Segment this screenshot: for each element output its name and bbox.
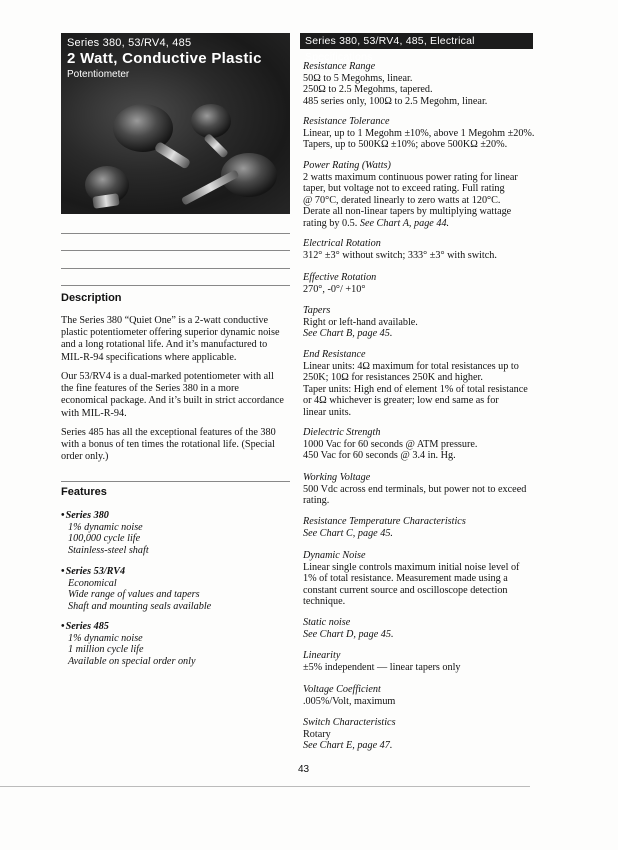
page-title: 2 Watt, Conductive Plastic xyxy=(67,50,262,68)
spec-linearity xyxy=(303,650,543,673)
spec-line: rating by 0.5. See Chart A, page 44. xyxy=(303,217,450,229)
feature-group-series-380 xyxy=(61,510,149,556)
feature-line: Wide range of values and tapers xyxy=(68,589,200,601)
feature-line: Available on special order only xyxy=(68,655,196,667)
spec-title: Resistance Temperature Characteristics xyxy=(303,516,466,527)
divider xyxy=(61,481,290,482)
feature-line: Economical xyxy=(68,577,117,589)
spec-tapers xyxy=(303,305,543,340)
spec-dielectric-strength xyxy=(303,427,543,462)
spec-title: Tapers xyxy=(303,305,331,316)
spec-line: rating. xyxy=(303,495,330,507)
spec-line: Linear units: 4Ω maximum for total resistances up to xyxy=(303,360,519,372)
spec-end-resistance xyxy=(303,349,543,419)
spec-line: linear units. xyxy=(303,406,352,418)
page-subtitle: Potentiometer xyxy=(67,68,130,80)
chart-reference: See Chart D, page 45. xyxy=(303,628,394,640)
feature-line: 1% dynamic noise xyxy=(68,632,143,644)
feature-line: Shaft and mounting seals available xyxy=(68,600,212,612)
feature-group-title: •Series 485 xyxy=(61,621,109,632)
spec-line: 270°, -0°/ +10° xyxy=(303,283,366,295)
spec-line: 1% of total resistance. Measurement made using a xyxy=(303,573,508,585)
feature-group-title: •Series 380 xyxy=(61,510,109,521)
chart-reference: See Chart E, page 47. xyxy=(303,740,393,752)
page-number: 43 xyxy=(298,764,310,775)
spec-line: 2 watts maximum continuous power rating for linear xyxy=(303,171,518,183)
spec-line: Linear single controls maximum initial noise level of xyxy=(303,561,520,573)
spec-line: constant current source and oscilloscope detection xyxy=(303,584,508,596)
description-paragraph: The Series 380 “Quiet One” is a 2-watt conductive plastic potentiometer offering superior dynamic noise and a long rotational life. And it’s manufactured to MIL-R-94 specifications where applicable. xyxy=(61,315,280,363)
spec-static-noise xyxy=(303,617,543,640)
spec-title: Voltage Coefficient xyxy=(303,684,381,695)
spec-title: Switch Characteristics xyxy=(303,717,396,728)
description-heading: Description xyxy=(61,292,122,304)
spec-resistance-tolerance xyxy=(303,116,543,151)
spec-line: 485 series only, 100Ω to 2.5 Megohm, linear. xyxy=(303,95,488,107)
spec-voltage-coefficient xyxy=(303,684,543,707)
spec-line: 312° ±3° without switch; 333° ±3° with switch. xyxy=(303,249,497,261)
spec-line: 250Ω to 2.5 Megohms, tapered. xyxy=(303,84,433,96)
spec-working-voltage xyxy=(303,472,543,507)
feature-group-series-485 xyxy=(61,621,196,667)
spec-line: 1000 Vac for 60 seconds @ ATM pressure. xyxy=(303,438,478,450)
spec-line: Linear, up to 1 Megohm ±10%, above 1 Megohm ±20%. xyxy=(303,127,535,139)
spec-line: Taper units: High end of element 1% of total resistance xyxy=(303,383,528,395)
spec-line: Tapers, up to 500KΩ ±10%; above 500KΩ ±20%. xyxy=(303,139,508,151)
spec-title: Static noise xyxy=(303,617,351,628)
spec-title: Resistance Range xyxy=(303,61,376,72)
spec-title: Working Voltage xyxy=(303,472,371,483)
feature-group-series-53-rv4 xyxy=(61,566,211,612)
feature-line: 1 million cycle life xyxy=(68,644,144,656)
spec-line: taper, but voltage not to exceed rating. Full rating xyxy=(303,183,505,195)
spec-title: Power Rating (Watts) xyxy=(303,160,391,171)
specifications-heading: Series 380, 53/RV4, 485, Electrical Specifications xyxy=(300,33,533,49)
footer-divider xyxy=(0,786,530,787)
spec-line: @ 70°C, derated linearly to zero watts at 120°C. xyxy=(303,194,501,206)
spec-effective-rotation xyxy=(303,272,543,295)
divider xyxy=(61,233,290,234)
spec-line: .005%/Volt, maximum xyxy=(303,695,396,707)
divider xyxy=(61,285,290,286)
spec-title: Dielectric Strength xyxy=(303,427,381,438)
spec-line: 500 Vdc across end terminals, but power not to exceed xyxy=(303,483,527,495)
description-paragraph: Our 53/RV4 is a dual-marked potentiometer with all the fine features of the Series 380 in a more economical package. And it’s built in strict accordance with MIL-R-94. xyxy=(61,371,284,419)
spec-resistance-range xyxy=(303,61,543,107)
spec-line: 250K; 10Ω for resistances 250K and higher. xyxy=(303,372,483,384)
spec-title: Dynamic Noise xyxy=(303,550,366,561)
spec-line: Rotary xyxy=(303,728,331,740)
divider xyxy=(61,268,290,269)
spec-title: Effective Rotation xyxy=(303,272,377,283)
divider xyxy=(61,250,290,251)
spec-title: Resistance Tolerance xyxy=(303,116,390,127)
feature-line: 1% dynamic noise xyxy=(68,521,143,533)
spec-title: End Resistance xyxy=(303,349,366,360)
feature-line: 100,000 cycle life xyxy=(68,533,141,545)
chart-reference: See Chart C, page 45. xyxy=(303,527,393,539)
spec-line: ±5% independent — linear tapers only xyxy=(303,661,461,673)
spec-dynamic-noise xyxy=(303,550,543,608)
spec-line: 450 Vac for 60 seconds @ 3.4 in. Hg. xyxy=(303,450,456,462)
hero-title-block xyxy=(67,37,262,80)
header-series: Series 380, 53/RV4, 485 xyxy=(67,37,192,49)
spec-line: technique. xyxy=(303,596,346,608)
spec-line: Derate all non-linear tapers by multiplying wattage xyxy=(303,206,512,218)
chart-reference: See Chart B, page 45. xyxy=(303,328,393,340)
spec-title: Linearity xyxy=(303,650,341,661)
product-photo xyxy=(61,33,290,214)
spec-line: or 4Ω whichever is greater; low end same as for xyxy=(303,395,499,407)
spec-resistance-temperature xyxy=(303,516,543,539)
feature-group-title: •Series 53/RV4 xyxy=(61,566,126,577)
features-heading: Features xyxy=(61,486,107,498)
chart-reference: See Chart A, page 44. xyxy=(359,217,450,229)
spec-line: 50Ω to 5 Megohms, linear. xyxy=(303,72,413,84)
description-paragraph: Series 485 has all the exceptional features of the 380 with a bonus of ten times the rotational life. (Special order only.) xyxy=(61,427,276,463)
spec-title: Electrical Rotation xyxy=(303,238,381,249)
feature-line: Stainless-steel shaft xyxy=(68,544,149,556)
spec-power-rating xyxy=(303,160,543,230)
spec-line: Right or left-hand available. xyxy=(303,316,418,328)
spec-switch-characteristics xyxy=(303,717,543,752)
spec-electrical-rotation xyxy=(303,238,543,261)
